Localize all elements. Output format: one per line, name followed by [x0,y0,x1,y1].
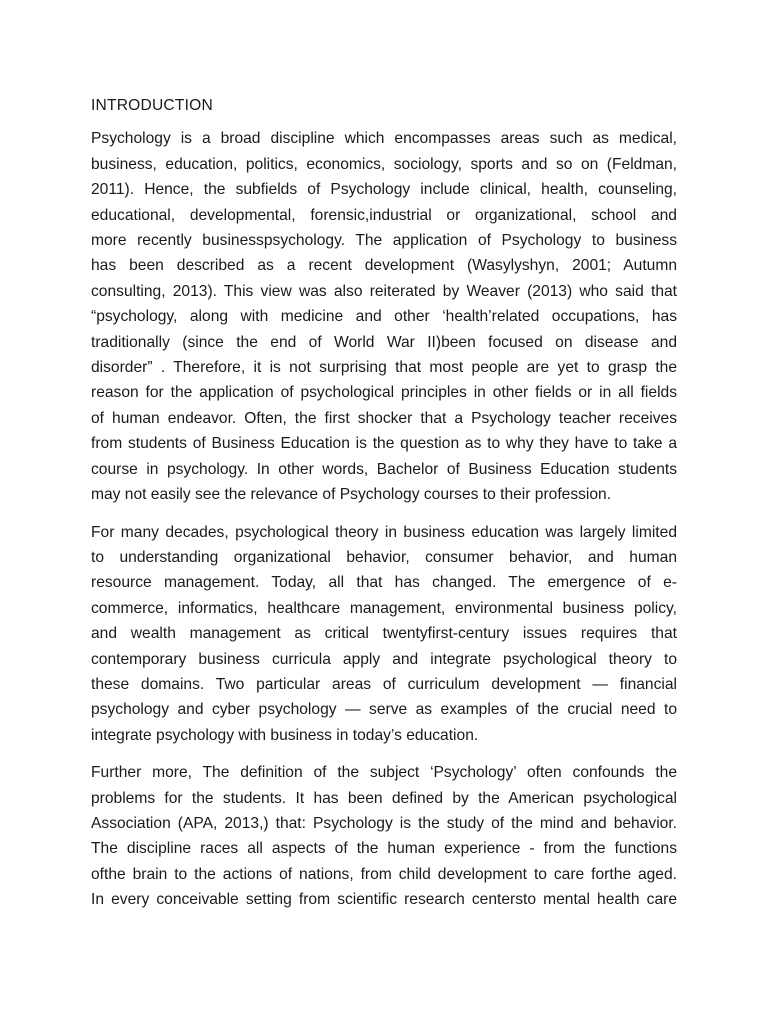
text-line: of human endeavor. Often, the first shocker that a Psychology teacher receives [91,409,677,427]
text-line: from students of Business Education is the question as to why they have to take a [91,435,677,453]
paragraph-2 [91,520,677,749]
text-line: contemporary business curricula apply and integrate psychological theory to [91,650,677,668]
text-line: may not easily see the relevance of Psychology courses to their profession. [91,486,612,504]
text-line: integrate psychology with business in today’s education. [91,726,479,744]
text-line: consulting, 2013). This view was also reiterated by Weaver (2013) who said that [91,282,677,300]
text-line: resource management. Today, all that has changed. The emergence of e- [91,574,677,592]
text-line: business, education, politics, economics, sociology, sports and so on (Feldman, [91,155,677,173]
text-line: educational, developmental, forensic,industrial or organizational, school and [91,206,677,224]
text-line: to understanding organizational behavior, consumer behavior, and human [91,548,677,566]
text-line: has been described as a recent development (Wasylyshyn, 2001; Autumn [91,257,677,275]
text-line: ofthe brain to the actions of nations, from child development to care forthe aged. [91,865,677,883]
document-body [91,93,677,925]
text-line: these domains. Two particular areas of curriculum development — financial [91,675,677,693]
text-line: 2011). Hence, the subfields of Psychology include clinical, health, counseling, [91,181,677,199]
paragraph-3 [91,760,677,912]
text-line: psychology and cyber psychology — serve as examples of the crucial need to [91,701,677,719]
text-line: reason for the application of psychological principles in other fields or in all fields [91,384,677,402]
text-line: more recently businesspsychology. The application of Psychology to business [91,232,677,250]
text-line: problems for the students. It has been defined by the American psychological [91,789,677,807]
text-line: “psychology, along with medicine and other ‘health’related occupations, has [91,308,677,326]
text-line: Further more, The definition of the subject ‘Psychology’ often confounds the [91,764,677,782]
text-line: disorder” . Therefore, it is not surprising that most people are yet to grasp the [91,359,677,377]
text-line: In every conceivable setting from scientific research centersto mental health care [91,891,677,909]
paragraph-1 [91,126,677,507]
text-line: course in psychology. In other words, Bachelor of Business Education students [91,460,677,478]
text-line: Association (APA, 2013,) that: Psychology is the study of the mind and behavior. [91,814,677,832]
text-line: commerce, informatics, healthcare management, environmental business policy, [91,599,677,617]
section-heading: INTRODUCTION [91,97,213,114]
text-line: Psychology is a broad discipline which encompasses areas such as medical, [91,130,677,148]
text-line: and wealth management as critical twentyfirst-century issues requires that [91,625,677,643]
text-line: traditionally (since the end of World War II)been focused on disease and [91,333,677,351]
text-line: For many decades, psychological theory in business education was largely limited [91,523,677,541]
text-line: The discipline races all aspects of the human experience - from the functions [91,840,677,858]
